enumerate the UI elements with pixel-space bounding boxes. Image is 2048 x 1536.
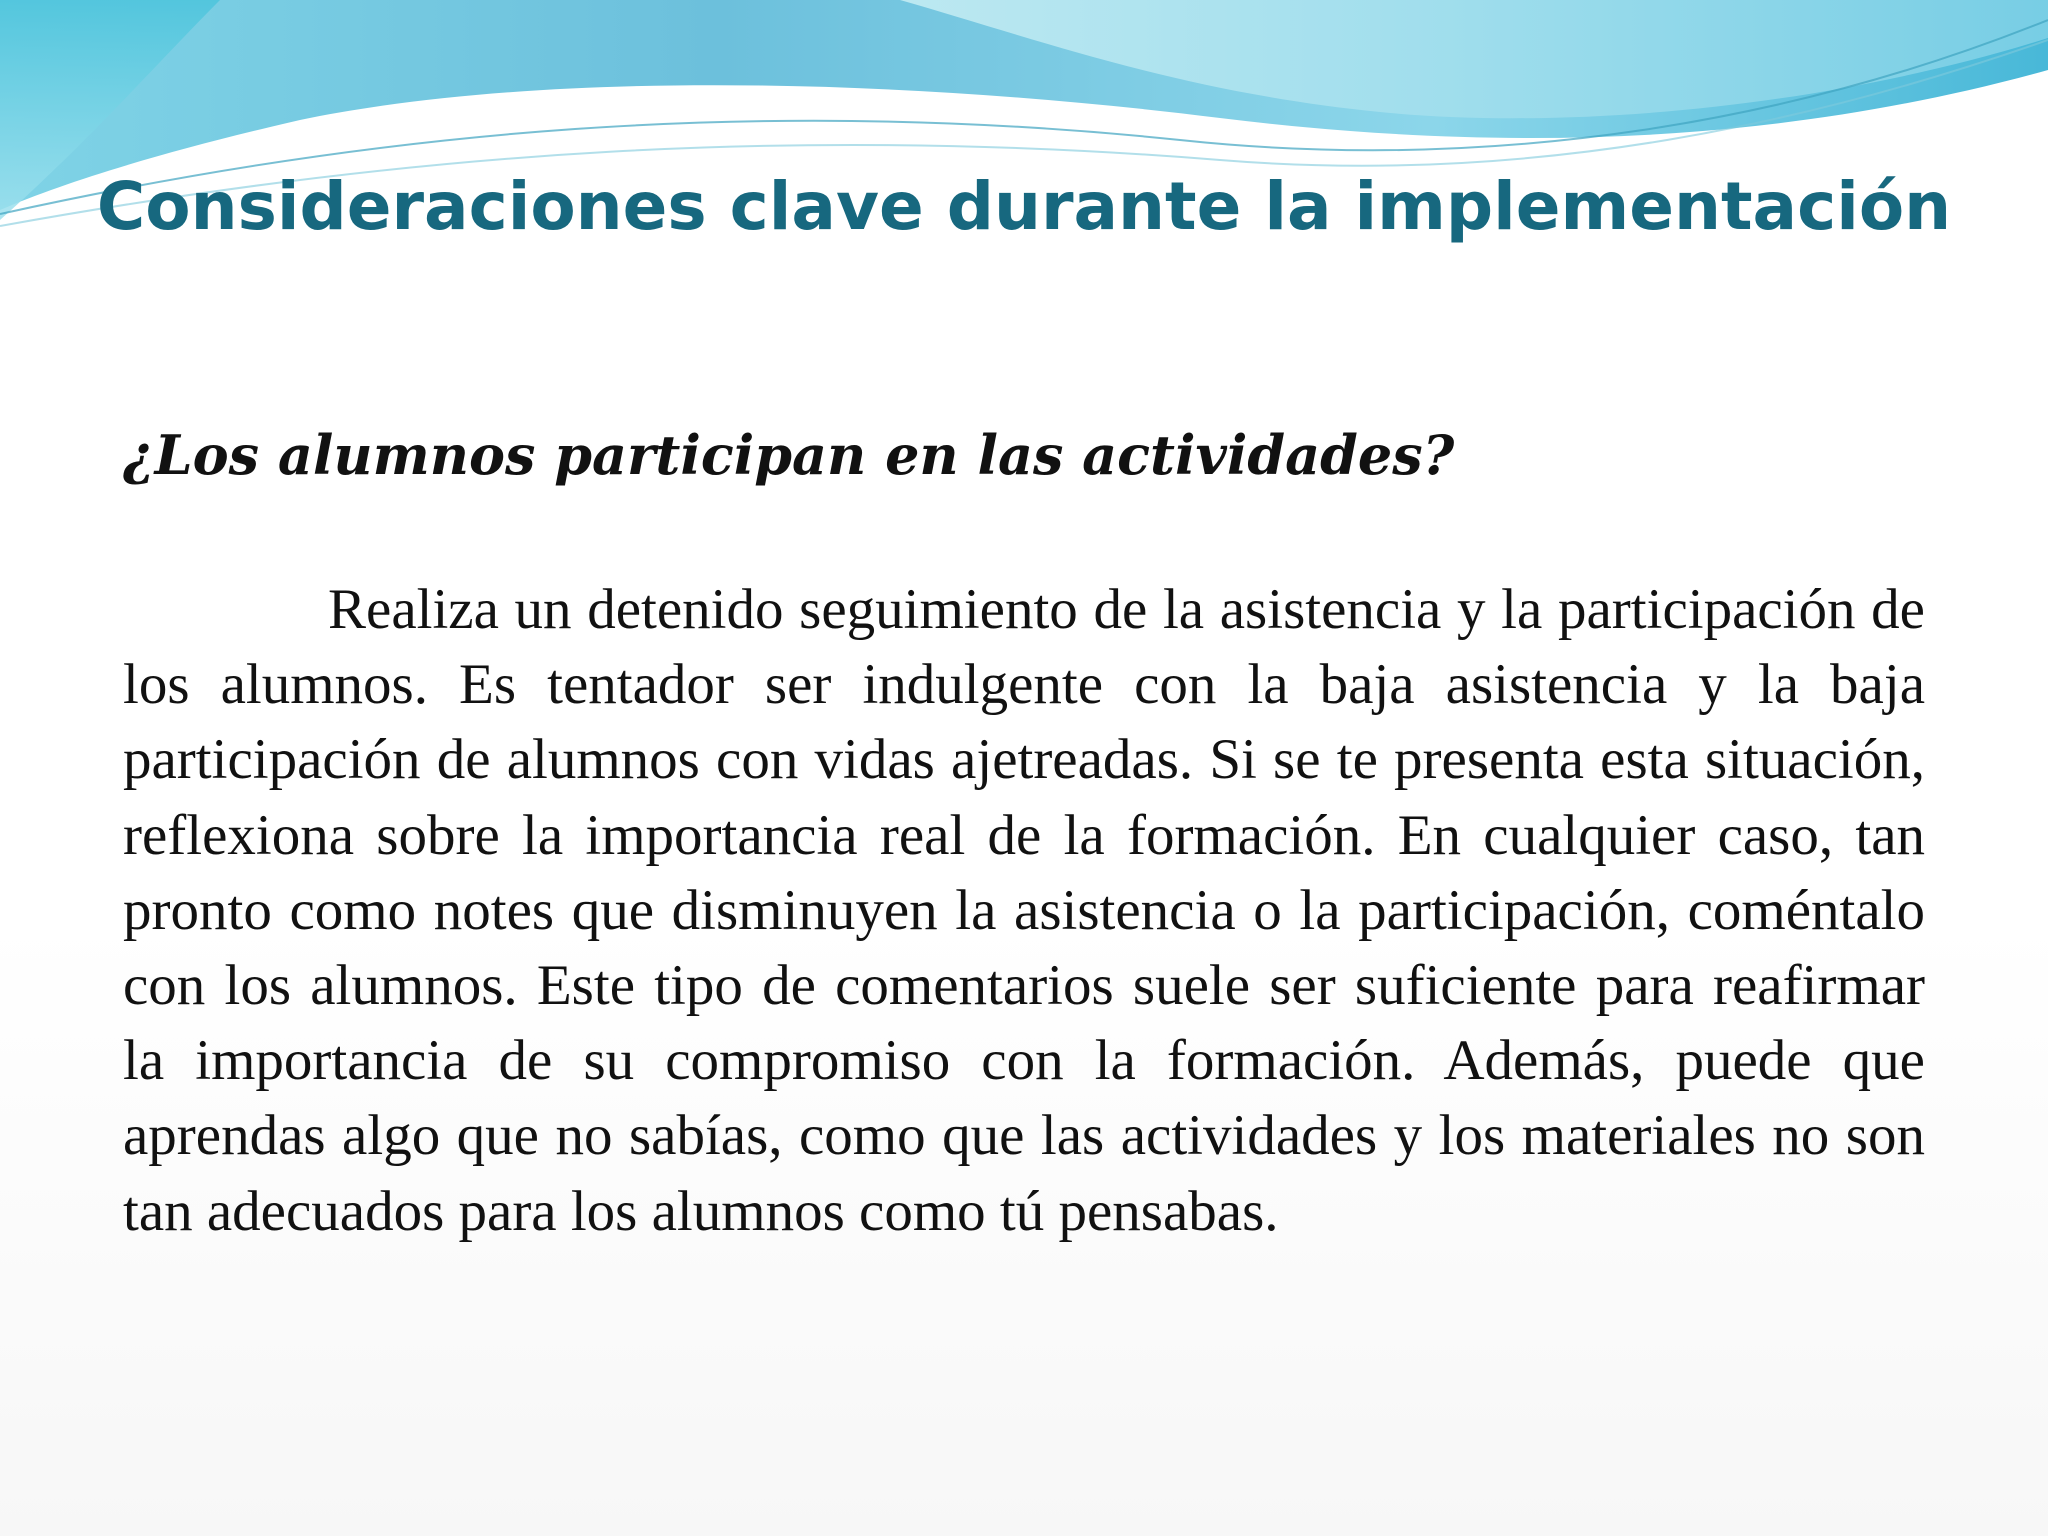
slide-title: Consideraciones clave durante la implementación xyxy=(96,168,1952,245)
body-paragraph: Realiza un detenido seguimiento de la asistencia y la participación de los alumnos. Es tentador ser indulgente con la baja asistencia y la baja participación de alumnos con vidas ajetreadas. Si se te presenta esta situación, reflexiona sobre la importancia real de la formación. En cualquier caso, tan pronto como notes que disminuyen la asistencia o la participación, coméntalo con los alumnos. Este tipo de comentarios suele ser suficiente para reafirmar la importancia de su compromiso con la formación. Además, puede que aprendas algo que no sabías, como que las actividades y los materiales no son tan adecuados para los alumnos como tú pensabas. xyxy=(123,578,1925,1243)
section-question: ¿Los alumnos participan en las actividades? xyxy=(123,423,1455,487)
